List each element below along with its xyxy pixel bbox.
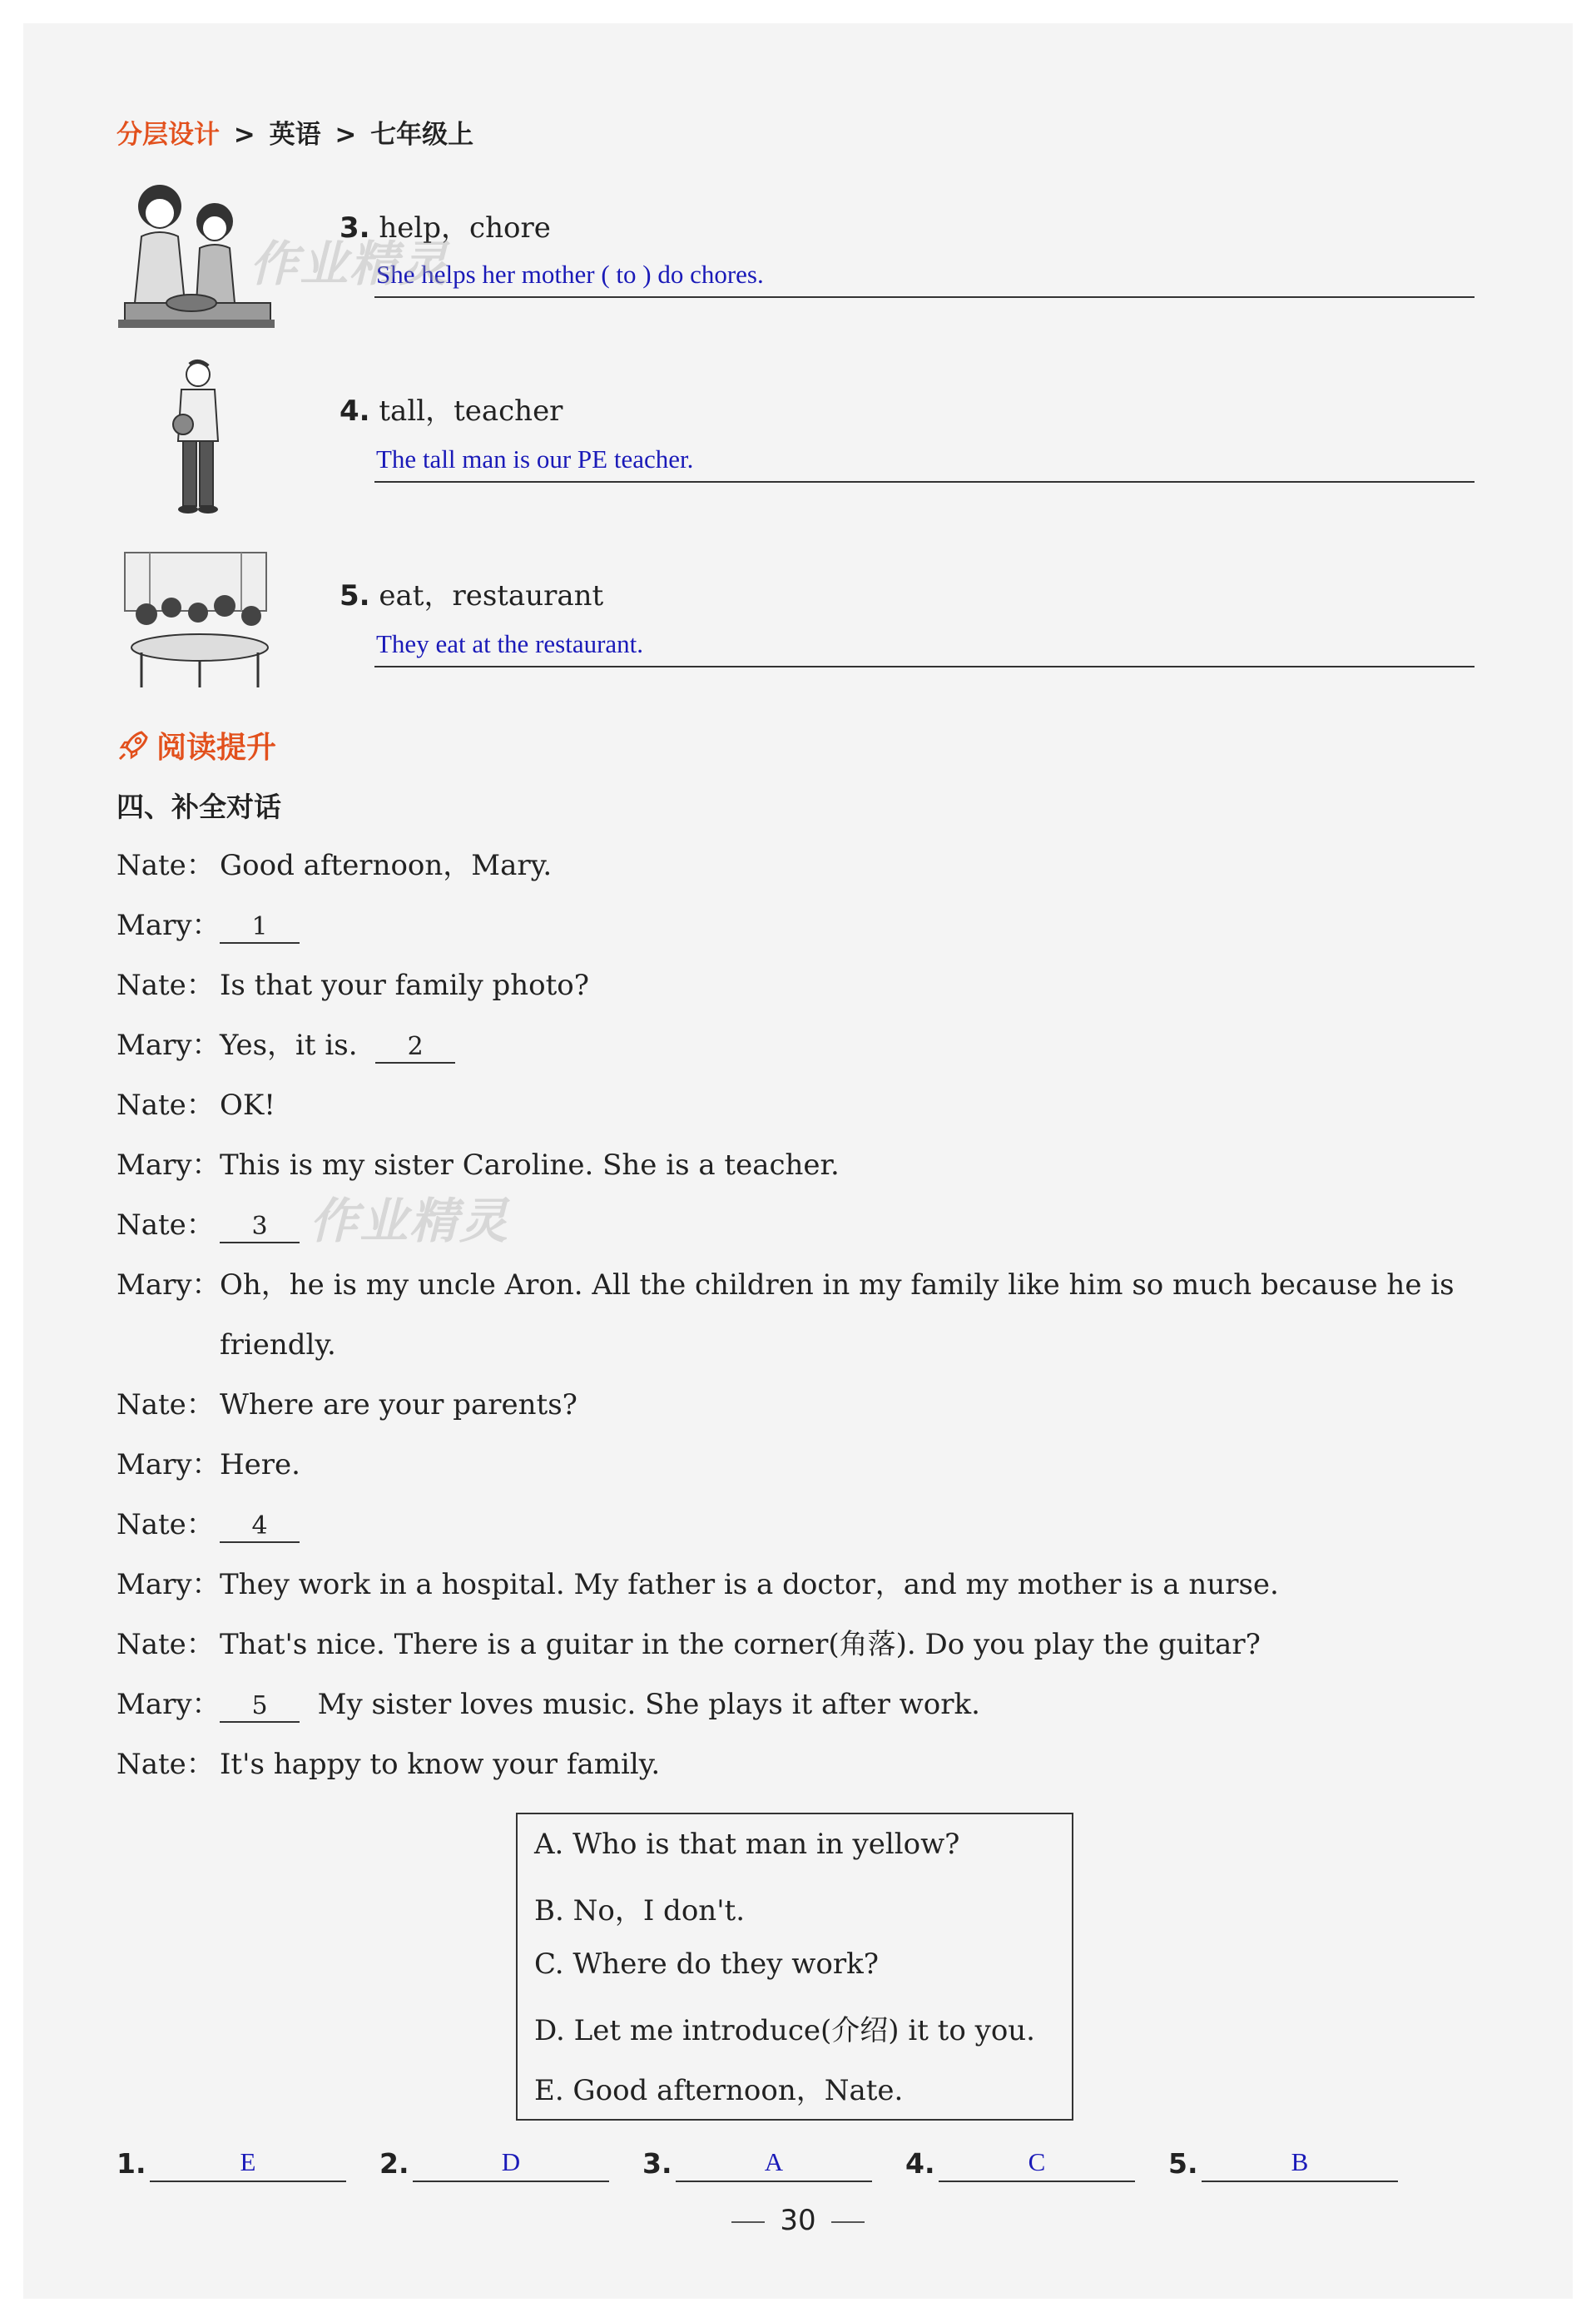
speaker: Mary： — [116, 1688, 221, 1721]
dialogue-text: OK! — [220, 1089, 275, 1122]
dialogue-text: Here. — [220, 1448, 300, 1481]
blank-2[interactable]: 2 — [375, 1032, 455, 1064]
item-4-prompt — [340, 388, 563, 429]
speaker: Mary： — [116, 1268, 221, 1302]
dialogue-text: Good afternoon，Mary. — [220, 849, 553, 882]
dialogue-text: Where are your parents? — [220, 1388, 577, 1421]
speaker: Nate： — [116, 1748, 215, 1781]
breadcrumb-grade: 七年级上 — [370, 120, 474, 150]
blank-5[interactable]: 5 — [220, 1691, 300, 1723]
blank-4[interactable]: 4 — [220, 1511, 300, 1543]
item-5-prompt — [340, 573, 603, 613]
dialogue-line — [116, 969, 1489, 1002]
answer-5-field[interactable]: B — [1202, 2147, 1398, 2182]
dialogue-line — [116, 1268, 1489, 1362]
item-5-words: eat，restaurant — [379, 579, 604, 613]
answer-5-number: 5. — [1168, 2147, 1198, 2180]
answer-2 — [379, 2147, 521, 2180]
section-title: 阅读提升 — [156, 731, 277, 765]
speaker: Mary： — [116, 1568, 221, 1601]
blank-1[interactable]: 1 — [220, 912, 300, 944]
page-number — [0, 2204, 1596, 2237]
rocket-icon — [116, 729, 150, 762]
part-title: 四、补全对话 — [116, 791, 281, 823]
answer-3-field[interactable]: A — [676, 2147, 872, 2182]
teacher-illustration — [156, 358, 240, 516]
dialogue-continuation: friendly. — [220, 1328, 336, 1362]
dialogue-text: This is my sister Caroline. She is a teacher. — [220, 1149, 840, 1182]
breadcrumb-separator: > — [233, 120, 255, 150]
dialogue-text: They work in a hospital. My father is a doctor，and my mother is a nurse. — [220, 1568, 1279, 1601]
watermark: 作业精灵 — [250, 236, 450, 292]
speaker: Nate： — [116, 1628, 215, 1661]
item-4-words: tall，teacher — [379, 394, 563, 428]
option-c: C. Where do they work? — [534, 1947, 879, 1981]
option-a: A. Who is that man in yellow? — [534, 1828, 960, 1861]
watermark: 作业精灵 — [310, 1193, 510, 1249]
dialogue-line — [116, 1568, 1489, 1601]
breadcrumb-subject: 英语 — [269, 120, 321, 150]
dialogue-line — [116, 1748, 1489, 1781]
item-3-number: 3. — [340, 211, 370, 245]
speaker: Nate： — [116, 1388, 215, 1421]
answer-2-number: 2. — [379, 2147, 409, 2180]
answer-4-field[interactable]: C — [939, 2147, 1135, 2182]
dialogue-line — [116, 1388, 1489, 1421]
blank-3[interactable]: 3 — [220, 1212, 300, 1243]
dialogue-line — [116, 1149, 1489, 1182]
dialogue-text: Oh，he is my uncle Aron. All the children in my family like him so much because he is — [220, 1268, 1455, 1302]
dialogue-text: My sister loves music. She plays it after work. — [317, 1688, 980, 1721]
item-4-answer-line — [374, 481, 1475, 483]
item-3-words: help，chore — [379, 211, 551, 245]
dialogue-line — [116, 1508, 1489, 1543]
answer-1 — [116, 2147, 256, 2180]
speaker: Nate： — [116, 1089, 215, 1122]
dialogue-line — [116, 1628, 1489, 1661]
dialogue-text: Is that your family photo? — [220, 969, 589, 1002]
dialogue-text: Yes，it is. — [220, 1029, 358, 1062]
dialogue-line — [116, 909, 1489, 944]
answer-4 — [905, 2147, 1046, 2180]
breadcrumb-separator: > — [335, 120, 357, 150]
dialogue-line — [116, 1089, 1489, 1122]
dialogue-line — [116, 1688, 1489, 1723]
breadcrumb — [116, 113, 473, 151]
item-5-answer: They eat at the restaurant. — [376, 629, 644, 658]
option-d: D. Let me introduce(介绍) it to you. — [534, 2014, 1035, 2047]
dialogue-line — [116, 1029, 1489, 1064]
answer-4-number: 4. — [905, 2147, 935, 2180]
dialogue-text: It's happy to know your family. — [220, 1748, 661, 1781]
item-3-answer: She helps her mother ( to ) do chores. — [376, 260, 764, 289]
speaker: Nate： — [116, 849, 215, 882]
speaker: Mary： — [116, 1149, 221, 1182]
speaker: Nate： — [116, 1508, 215, 1541]
page-number-value: 30 — [780, 2204, 816, 2237]
speaker: Mary： — [116, 1029, 221, 1062]
item-4-number: 4. — [340, 394, 370, 428]
page-number-dash — [731, 2221, 765, 2223]
speaker: Nate： — [116, 969, 215, 1002]
breadcrumb-series: 分层设计 — [116, 120, 220, 150]
dialogue-line — [116, 849, 1489, 882]
answer-3-number: 3. — [642, 2147, 672, 2180]
answer-1-field[interactable]: E — [150, 2147, 346, 2182]
dialogue-text: That's nice. There is a guitar in the corner(角落). Do you play the guitar? — [220, 1628, 1261, 1661]
answer-5 — [1168, 2147, 1309, 2180]
answer-3 — [642, 2147, 784, 2180]
restaurant-illustration — [116, 549, 275, 691]
speaker: Nate： — [116, 1208, 215, 1242]
answer-2-field[interactable]: D — [413, 2147, 609, 2182]
item-4-answer: The tall man is our PE teacher. — [376, 444, 694, 474]
answer-1-number: 1. — [116, 2147, 146, 2180]
speaker: Mary： — [116, 1448, 221, 1481]
section-heading — [116, 724, 276, 767]
page-number-dash — [831, 2221, 865, 2223]
option-b: B. No，I don't. — [534, 1894, 746, 1928]
item-5-answer-line — [374, 666, 1475, 667]
options-box — [516, 1813, 1073, 2121]
option-e: E. Good afternoon，Nate. — [534, 2074, 904, 2107]
item-3-answer-line — [374, 296, 1475, 298]
item-5-number: 5. — [340, 579, 370, 613]
dialogue-line — [116, 1448, 1489, 1481]
speaker: Mary： — [116, 909, 221, 942]
